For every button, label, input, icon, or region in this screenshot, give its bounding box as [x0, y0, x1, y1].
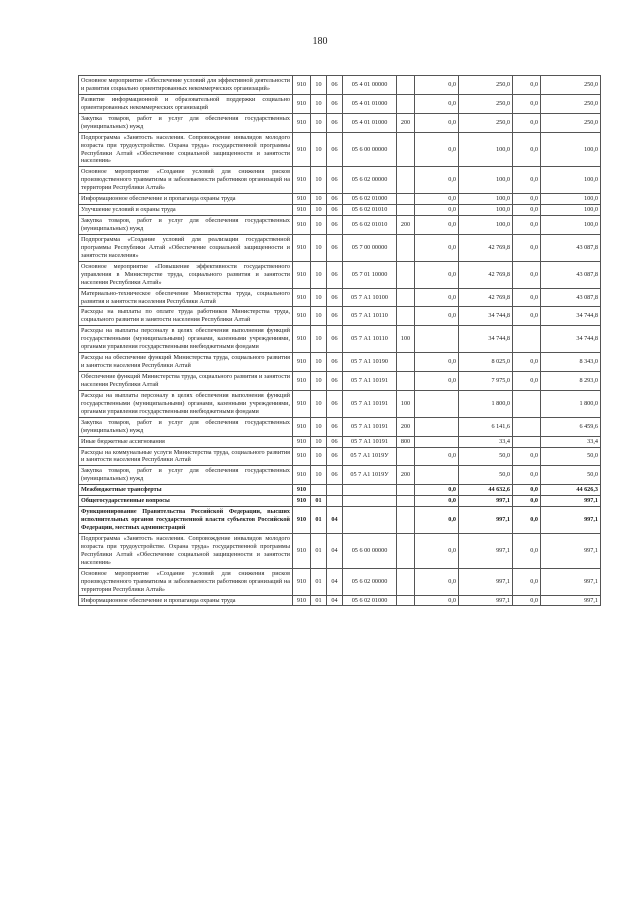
cell-section: 10 [311, 94, 327, 113]
cell-admin-code: 910 [293, 436, 311, 447]
cell-target-article: 05 6 02 01010 [343, 205, 397, 216]
cell-admin-code: 910 [293, 216, 311, 235]
cell-value-2: 50,0 [459, 466, 513, 485]
cell-subsection: 06 [327, 372, 343, 391]
table-row [79, 485, 601, 496]
cell-value-1: 0,0 [415, 353, 459, 372]
table-row [79, 447, 601, 466]
cell-subsection: 06 [327, 216, 343, 235]
cell-name: Подпрограмма «Создание условий для реализации государственной программы Республики Алтай «Обеспечение социальной защищенности и занятости населения» [79, 234, 293, 261]
cell-target-article: 05 6 02 01000 [343, 595, 397, 606]
cell-target-article: 05 4 01 00000 [343, 76, 397, 95]
cell-subsection: 06 [327, 447, 343, 466]
cell-admin-code: 910 [293, 194, 311, 205]
cell-target-article: 05 6 02 01000 [343, 194, 397, 205]
cell-admin-code: 910 [293, 447, 311, 466]
table-row [79, 113, 601, 132]
cell-value-1: 0,0 [415, 234, 459, 261]
cell-admin-code: 910 [293, 595, 311, 606]
page-number: 180 [312, 36, 328, 47]
cell-value-3: 0,0 [513, 76, 541, 95]
cell-value-2: 34 744,8 [459, 326, 513, 353]
cell-section: 10 [311, 234, 327, 261]
table-row [79, 326, 601, 353]
cell-value-2: 7 975,0 [459, 372, 513, 391]
cell-value-1: 0,0 [415, 496, 459, 507]
cell-target-article: 05 6 02 00000 [343, 568, 397, 595]
cell-value-4: 50,0 [541, 447, 601, 466]
cell-value-2: 250,0 [459, 113, 513, 132]
cell-value-2: 42 769,8 [459, 288, 513, 307]
cell-value-2: 6 141,6 [459, 417, 513, 436]
cell-value-4: 8 343,0 [541, 353, 601, 372]
cell-section: 10 [311, 353, 327, 372]
cell-subsection: 06 [327, 466, 343, 485]
cell-target-article: 05 7 А1 10191 [343, 372, 397, 391]
cell-expense-type [397, 76, 415, 95]
cell-name: Основное мероприятие «Создание условий для снижения рисков производственного травматизма и заболеваемости работников организаций на территории Республики Алтай» [79, 167, 293, 194]
cell-subsection: 06 [327, 417, 343, 436]
cell-value-1: 0,0 [415, 167, 459, 194]
cell-subsection: 06 [327, 234, 343, 261]
cell-subsection: 06 [327, 390, 343, 417]
cell-target-article: 05 7 А1 10190 [343, 353, 397, 372]
cell-section: 01 [311, 568, 327, 595]
cell-subsection: 06 [327, 167, 343, 194]
cell-section: 10 [311, 466, 327, 485]
cell-value-3: 0,0 [513, 447, 541, 466]
cell-target-article: 05 4 01 01000 [343, 113, 397, 132]
cell-section: 01 [311, 595, 327, 606]
cell-admin-code: 910 [293, 307, 311, 326]
cell-name: Основное мероприятие «Обеспечение условий для эффективной деятельности и развития социально ориентированных некоммерческих организаций» [79, 76, 293, 95]
cell-name: Расходы на выплаты персоналу в целях обеспечения выполнения функций государственными (муниципальными) органами, казенными учреждениями, органами управления государственными внебюджетными фондами [79, 326, 293, 353]
cell-value-4: 50,0 [541, 466, 601, 485]
cell-value-4: 33,4 [541, 436, 601, 447]
table-row [79, 216, 601, 235]
cell-name: Общегосударственные вопросы [79, 496, 293, 507]
cell-expense-type [397, 167, 415, 194]
cell-value-3: 0,0 [513, 288, 541, 307]
cell-admin-code: 910 [293, 485, 311, 496]
cell-value-4: 34 744,8 [541, 326, 601, 353]
cell-admin-code: 910 [293, 205, 311, 216]
cell-section [311, 485, 327, 496]
cell-value-4: 34 744,8 [541, 307, 601, 326]
cell-section: 10 [311, 447, 327, 466]
cell-name: Основное мероприятие «Повышение эффективности государственного управления в Министерстве труда, социального развития и занятости населения Республики Алтай» [79, 261, 293, 288]
cell-subsection: 06 [327, 353, 343, 372]
cell-value-4: 100,0 [541, 132, 601, 167]
cell-value-4: 997,1 [541, 496, 601, 507]
cell-subsection [327, 496, 343, 507]
budget-table-body [79, 76, 601, 606]
cell-name: Информационное обеспечение и пропаганда охраны труда [79, 194, 293, 205]
table-row [79, 568, 601, 595]
cell-value-3: 0,0 [513, 533, 541, 568]
cell-target-article: 05 7 А1 10110 [343, 326, 397, 353]
cell-value-3: 0,0 [513, 261, 541, 288]
cell-value-4: 997,1 [541, 568, 601, 595]
cell-expense-type [397, 353, 415, 372]
cell-expense-type: 200 [397, 113, 415, 132]
cell-section: 10 [311, 76, 327, 95]
cell-target-article [343, 496, 397, 507]
cell-value-1 [415, 390, 459, 417]
cell-section: 10 [311, 167, 327, 194]
cell-target-article: 05 7 А1 10191 [343, 390, 397, 417]
cell-expense-type [397, 447, 415, 466]
cell-expense-type: 800 [397, 436, 415, 447]
cell-value-1: 0,0 [415, 485, 459, 496]
cell-name: Межбюджетные трансферты [79, 485, 293, 496]
table-row [79, 507, 601, 534]
cell-value-1: 0,0 [415, 288, 459, 307]
cell-section: 01 [311, 533, 327, 568]
cell-subsection: 06 [327, 436, 343, 447]
cell-value-2: 100,0 [459, 167, 513, 194]
table-row [79, 167, 601, 194]
cell-expense-type [397, 307, 415, 326]
cell-subsection: 06 [327, 288, 343, 307]
cell-expense-type [397, 234, 415, 261]
cell-section: 10 [311, 113, 327, 132]
table-row [79, 261, 601, 288]
cell-value-2: 34 744,8 [459, 307, 513, 326]
cell-target-article: 05 7 А1 10110 [343, 307, 397, 326]
cell-section: 10 [311, 261, 327, 288]
table-row [79, 76, 601, 95]
cell-value-4: 997,1 [541, 595, 601, 606]
cell-target-article: 05 6 02 00000 [343, 167, 397, 194]
cell-value-1: 0,0 [415, 205, 459, 216]
cell-value-1 [415, 466, 459, 485]
cell-section: 01 [311, 507, 327, 534]
table-row [79, 372, 601, 391]
cell-subsection: 06 [327, 261, 343, 288]
cell-admin-code: 910 [293, 496, 311, 507]
cell-admin-code: 910 [293, 372, 311, 391]
cell-value-3: 0,0 [513, 167, 541, 194]
cell-name: Информационное обеспечение и пропаганда охраны труда [79, 595, 293, 606]
table-row [79, 288, 601, 307]
cell-admin-code: 910 [293, 113, 311, 132]
cell-value-2: 250,0 [459, 76, 513, 95]
table-row [79, 466, 601, 485]
cell-subsection: 04 [327, 568, 343, 595]
cell-value-3 [513, 326, 541, 353]
cell-value-2: 44 632,6 [459, 485, 513, 496]
cell-name: Иные бюджетные ассигнования [79, 436, 293, 447]
cell-name: Материально-техническое обеспечение Министерства труда, социального развития и занятости населения Республики Алтай [79, 288, 293, 307]
cell-subsection: 06 [327, 205, 343, 216]
table-row [79, 205, 601, 216]
cell-expense-type [397, 568, 415, 595]
cell-name: Подпрограмма «Занятость населения. Сопровождение инвалидов молодого возраста при трудоустройстве. Охрана труда» государственной программы Республики Алтай «Обеспечение социальной защищенности и занятости населения» [79, 132, 293, 167]
table-row [79, 234, 601, 261]
table-row [79, 390, 601, 417]
cell-value-3 [513, 436, 541, 447]
cell-value-2: 42 769,8 [459, 261, 513, 288]
cell-value-3 [513, 417, 541, 436]
cell-value-1 [415, 326, 459, 353]
cell-expense-type [397, 485, 415, 496]
cell-name: Расходы на выплаты по оплате труда работников Министерства труда, социального развития и занятости населения Республики Алтай [79, 307, 293, 326]
cell-expense-type: 200 [397, 417, 415, 436]
cell-value-3: 0,0 [513, 485, 541, 496]
cell-subsection: 06 [327, 326, 343, 353]
cell-name: Развитие информационной и образовательной поддержки социально ориентированных некоммерческих организаций [79, 94, 293, 113]
cell-admin-code: 910 [293, 76, 311, 95]
cell-target-article: 05 7 А1 10191 [343, 436, 397, 447]
cell-value-4: 44 626,3 [541, 485, 601, 496]
cell-target-article: 05 7 А1 1019У [343, 466, 397, 485]
cell-target-article: 05 7 А1 1019У [343, 447, 397, 466]
cell-value-2: 100,0 [459, 205, 513, 216]
cell-admin-code: 910 [293, 132, 311, 167]
cell-expense-type [397, 372, 415, 391]
cell-value-2: 100,0 [459, 194, 513, 205]
cell-name: Обеспечение функций Министерства труда, социального развития и занятости населения Республики Алтай [79, 372, 293, 391]
cell-value-2: 50,0 [459, 447, 513, 466]
cell-expense-type: 200 [397, 466, 415, 485]
cell-subsection: 06 [327, 76, 343, 95]
cell-name: Функционирование Правительства Российской Федерации, высших исполнительных органов государственной власти субъектов Российской Федерации, местных администраций [79, 507, 293, 534]
cell-admin-code: 910 [293, 234, 311, 261]
cell-admin-code: 910 [293, 533, 311, 568]
cell-subsection: 04 [327, 595, 343, 606]
cell-value-4: 6 459,6 [541, 417, 601, 436]
cell-value-1: 0,0 [415, 533, 459, 568]
cell-value-2: 250,0 [459, 94, 513, 113]
cell-expense-type [397, 595, 415, 606]
cell-subsection [327, 485, 343, 496]
cell-expense-type [397, 507, 415, 534]
cell-expense-type [397, 533, 415, 568]
cell-admin-code: 910 [293, 261, 311, 288]
cell-target-article: 05 6 00 00000 [343, 132, 397, 167]
cell-value-3: 0,0 [513, 507, 541, 534]
cell-name: Улучшение условий и охраны труда [79, 205, 293, 216]
table-row [79, 94, 601, 113]
cell-target-article: 05 6 00 00000 [343, 533, 397, 568]
cell-section: 10 [311, 436, 327, 447]
cell-value-1: 0,0 [415, 76, 459, 95]
cell-admin-code: 910 [293, 288, 311, 307]
cell-name: Расходы на коммунальные услуги Министерства труда, социального развития и занятости населения Республики Алтай [79, 447, 293, 466]
cell-expense-type [397, 288, 415, 307]
cell-target-article [343, 485, 397, 496]
cell-section: 10 [311, 194, 327, 205]
cell-value-2: 997,1 [459, 595, 513, 606]
cell-admin-code: 910 [293, 417, 311, 436]
cell-value-4: 100,0 [541, 216, 601, 235]
cell-value-3: 0,0 [513, 568, 541, 595]
cell-value-4: 43 087,8 [541, 261, 601, 288]
cell-value-3: 0,0 [513, 353, 541, 372]
cell-expense-type: 100 [397, 390, 415, 417]
cell-value-1 [415, 436, 459, 447]
budget-table [78, 75, 601, 606]
table-row [79, 132, 601, 167]
cell-value-2: 997,1 [459, 568, 513, 595]
cell-section: 10 [311, 372, 327, 391]
cell-expense-type [397, 261, 415, 288]
cell-expense-type [397, 205, 415, 216]
cell-value-3: 0,0 [513, 307, 541, 326]
cell-subsection: 06 [327, 194, 343, 205]
cell-expense-type [397, 496, 415, 507]
cell-value-1: 0,0 [415, 113, 459, 132]
cell-admin-code: 910 [293, 353, 311, 372]
cell-value-4: 250,0 [541, 94, 601, 113]
cell-section: 10 [311, 417, 327, 436]
cell-value-3: 0,0 [513, 595, 541, 606]
cell-subsection: 04 [327, 507, 343, 534]
table-row [79, 533, 601, 568]
cell-name: Подпрограмма «Занятость населения. Сопровождение инвалидов молодого возраста при трудоустройстве. Охрана труда» государственной программы Республики Алтай «Обеспечение социальной защищенности и занятости населения» [79, 533, 293, 568]
cell-value-4: 997,1 [541, 507, 601, 534]
cell-value-2: 997,1 [459, 533, 513, 568]
cell-admin-code: 910 [293, 94, 311, 113]
table-row [79, 194, 601, 205]
table-row [79, 436, 601, 447]
cell-expense-type [397, 94, 415, 113]
cell-value-4: 43 087,8 [541, 234, 601, 261]
cell-value-3 [513, 390, 541, 417]
cell-section: 10 [311, 390, 327, 417]
cell-value-2: 1 800,0 [459, 390, 513, 417]
cell-expense-type: 100 [397, 326, 415, 353]
cell-subsection: 06 [327, 132, 343, 167]
cell-value-1: 0,0 [415, 372, 459, 391]
cell-value-1 [415, 417, 459, 436]
cell-section: 10 [311, 288, 327, 307]
cell-section: 10 [311, 326, 327, 353]
cell-subsection: 06 [327, 94, 343, 113]
cell-value-1: 0,0 [415, 216, 459, 235]
table-row [79, 595, 601, 606]
cell-name: Расходы на выплаты персоналу в целях обеспечения выполнения функций государственными (муниципальными) органами, казенными учреждениями, органами управления государственными внебюджетными фондами [79, 390, 293, 417]
cell-value-3: 0,0 [513, 496, 541, 507]
cell-subsection: 04 [327, 533, 343, 568]
cell-value-3: 0,0 [513, 234, 541, 261]
cell-section: 10 [311, 307, 327, 326]
cell-value-4: 100,0 [541, 205, 601, 216]
table-row [79, 417, 601, 436]
cell-value-2: 33,4 [459, 436, 513, 447]
cell-value-3: 0,0 [513, 132, 541, 167]
cell-value-1: 0,0 [415, 261, 459, 288]
cell-target-article: 05 4 01 01000 [343, 94, 397, 113]
cell-value-4: 8 293,0 [541, 372, 601, 391]
cell-expense-type [397, 194, 415, 205]
cell-value-3: 0,0 [513, 194, 541, 205]
cell-target-article: 05 7 00 00000 [343, 234, 397, 261]
cell-subsection: 06 [327, 307, 343, 326]
cell-target-article: 05 7 А1 10191 [343, 417, 397, 436]
cell-value-1: 0,0 [415, 194, 459, 205]
cell-target-article [343, 507, 397, 534]
cell-value-3: 0,0 [513, 94, 541, 113]
cell-value-4: 250,0 [541, 76, 601, 95]
cell-name: Закупка товаров, работ и услуг для обеспечения государственных (муниципальных) нужд [79, 466, 293, 485]
table-row [79, 307, 601, 326]
cell-admin-code: 910 [293, 326, 311, 353]
cell-value-4: 997,1 [541, 533, 601, 568]
cell-expense-type: 200 [397, 216, 415, 235]
cell-value-2: 8 025,0 [459, 353, 513, 372]
cell-section: 10 [311, 132, 327, 167]
cell-name: Закупка товаров, работ и услуг для обеспечения государственных (муниципальных) нужд [79, 113, 293, 132]
cell-value-4: 100,0 [541, 194, 601, 205]
cell-value-3: 0,0 [513, 216, 541, 235]
cell-value-4: 100,0 [541, 167, 601, 194]
cell-admin-code: 910 [293, 466, 311, 485]
cell-value-1: 0,0 [415, 595, 459, 606]
cell-value-4: 43 087,8 [541, 288, 601, 307]
cell-target-article: 05 7 А1 10100 [343, 288, 397, 307]
cell-admin-code: 910 [293, 390, 311, 417]
cell-value-2: 997,1 [459, 507, 513, 534]
cell-target-article: 05 6 02 01010 [343, 216, 397, 235]
cell-target-article: 05 7 01 10000 [343, 261, 397, 288]
cell-value-2: 100,0 [459, 132, 513, 167]
cell-admin-code: 910 [293, 507, 311, 534]
cell-subsection: 06 [327, 113, 343, 132]
cell-value-1: 0,0 [415, 507, 459, 534]
cell-value-2: 42 769,8 [459, 234, 513, 261]
cell-value-1: 0,0 [415, 447, 459, 466]
cell-value-2: 997,1 [459, 496, 513, 507]
cell-name: Расходы на обеспечение функций Министерства труда, социального развития и занятости населения Республики Алтай [79, 353, 293, 372]
cell-value-3: 0,0 [513, 205, 541, 216]
cell-name: Закупка товаров, работ и услуг для обеспечения государственных (муниципальных) нужд [79, 417, 293, 436]
cell-value-2: 100,0 [459, 216, 513, 235]
table-row [79, 353, 601, 372]
cell-value-4: 1 800,0 [541, 390, 601, 417]
cell-value-1: 0,0 [415, 307, 459, 326]
cell-value-3: 0,0 [513, 466, 541, 485]
cell-value-3: 0,0 [513, 372, 541, 391]
cell-name: Основное мероприятие «Создание условий для снижения рисков производственного травматизма и заболеваемости работников организаций на территории Республики Алтай» [79, 568, 293, 595]
cell-value-1: 0,0 [415, 568, 459, 595]
cell-expense-type [397, 132, 415, 167]
cell-value-1: 0,0 [415, 94, 459, 113]
cell-admin-code: 910 [293, 167, 311, 194]
cell-value-3: 0,0 [513, 113, 541, 132]
cell-value-1: 0,0 [415, 132, 459, 167]
cell-admin-code: 910 [293, 568, 311, 595]
cell-value-4: 250,0 [541, 113, 601, 132]
cell-section: 01 [311, 496, 327, 507]
cell-section: 10 [311, 216, 327, 235]
cell-section: 10 [311, 205, 327, 216]
table-row [79, 496, 601, 507]
cell-name: Закупка товаров, работ и услуг для обеспечения государственных (муниципальных) нужд [79, 216, 293, 235]
